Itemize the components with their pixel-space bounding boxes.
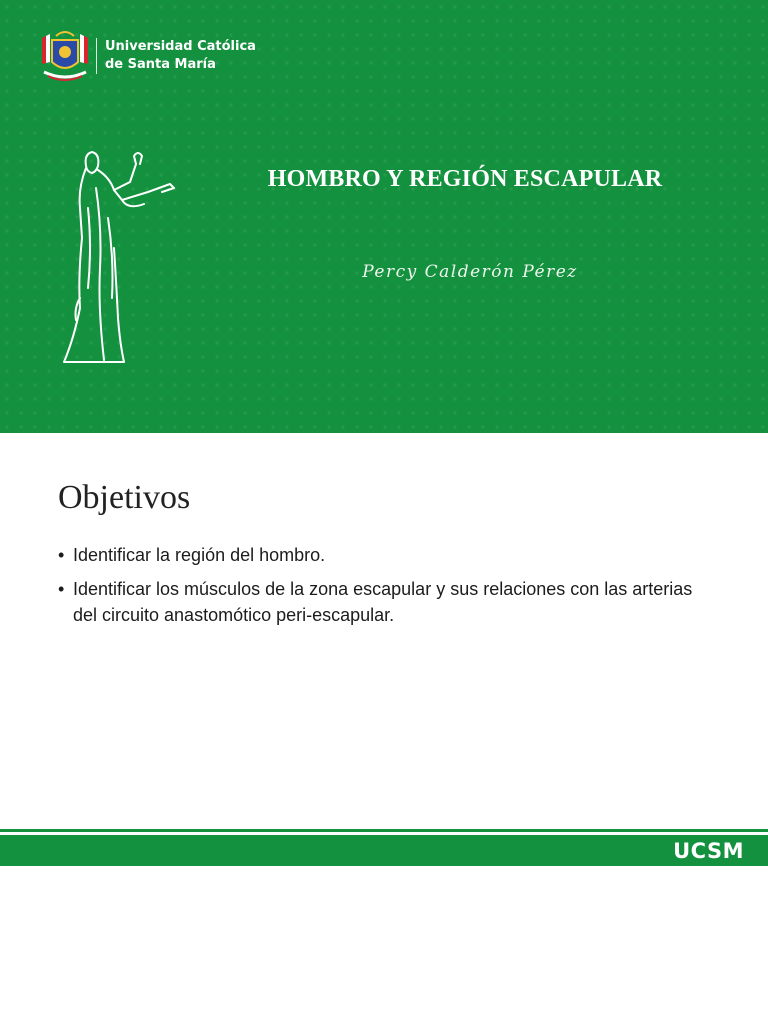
objective-item [58, 576, 708, 628]
objective-text: Identificar la región del hombro. [73, 545, 326, 565]
university-name-line2: de Santa María [105, 57, 216, 72]
objectives-list [58, 542, 708, 628]
statue-figure-icon [58, 148, 178, 370]
objectives-heading: Objetivos [58, 479, 191, 516]
objective-item [58, 542, 708, 568]
title-slide [0, 0, 768, 433]
university-name [105, 38, 256, 74]
university-name-line1: Universidad Católica [105, 39, 256, 54]
footer-bar [0, 835, 768, 866]
university-coat-of-arms-icon [36, 28, 94, 84]
bullet-icon: • [58, 579, 65, 599]
bullet-icon: • [58, 545, 65, 565]
objectives-section [58, 476, 708, 636]
logo-divider [96, 38, 97, 74]
ucsm-logo: UCSM [673, 839, 744, 863]
objective-text: Identificar los músculos de la zona escapular y sus relaciones con las arterias del circuito anastomótico peri-escapular. [73, 579, 693, 625]
author-name: Percy Calderón Pérez [362, 262, 578, 282]
slide-title: HOMBRO Y REGIÓN ESCAPULAR [267, 166, 663, 192]
footer-divider [0, 829, 768, 832]
